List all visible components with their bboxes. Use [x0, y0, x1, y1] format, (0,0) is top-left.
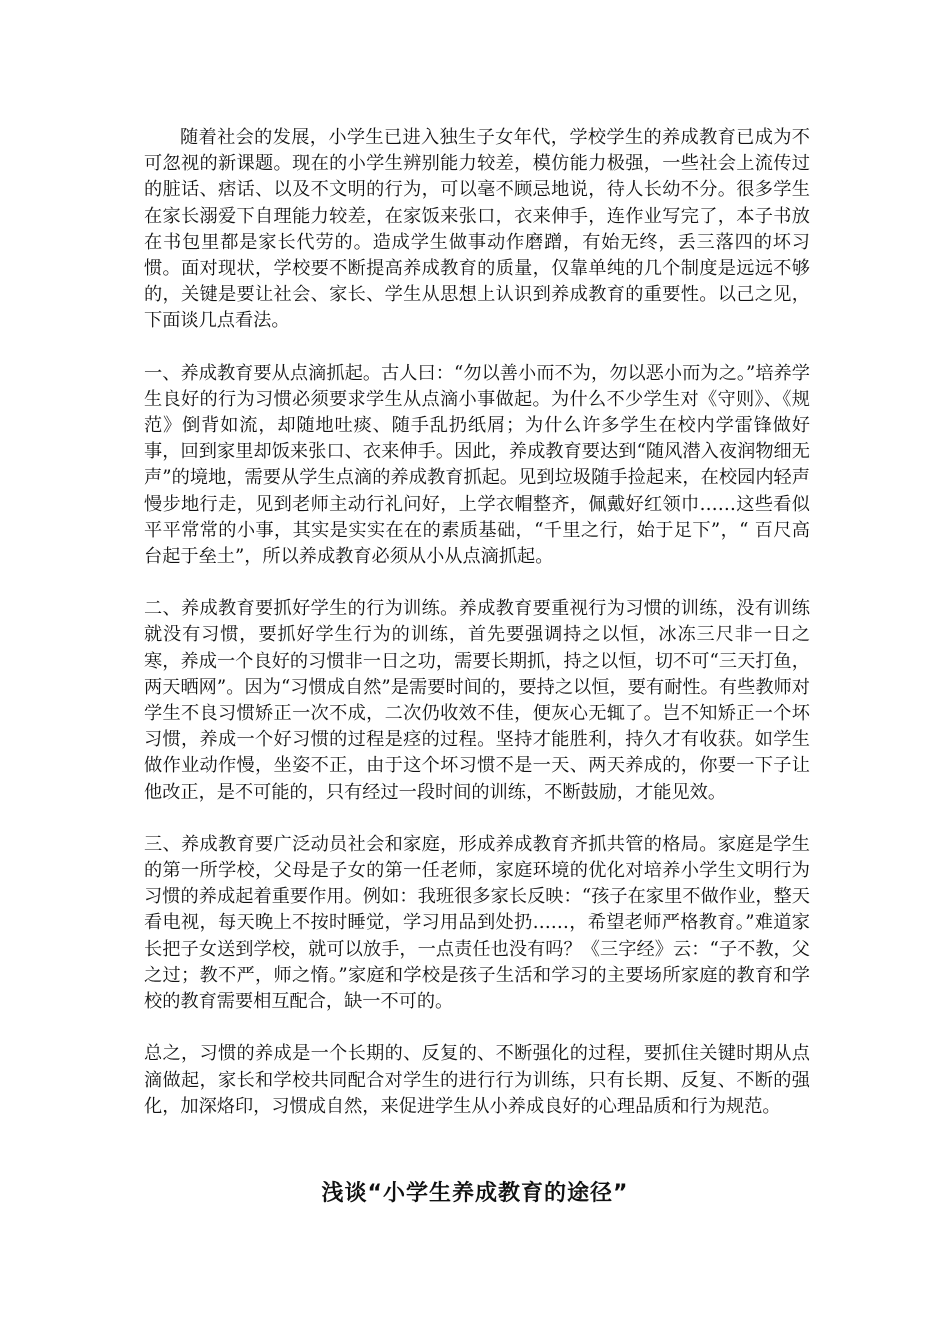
- article-body: [144, 125, 810, 1120]
- paragraph-spacer: [144, 1015, 810, 1041]
- paragraph-spacer: [144, 335, 810, 361]
- paragraph-spacer: [144, 806, 810, 832]
- section-three-paragraph: 三、养成教育要广泛动员社会和家庭，形成养成教育齐抓共管的格局。家庭是学生的第一所学校，父母是子女的第一任老师，家庭环境的优化对培养小学生文明行为习惯的养成起着重要作用。例如：我班很多家长反映：“孩子在家里不做作业，整天看电视，每天晚上不按时睡觉，学习用品到处扔……，希望老师严格教育。”难道家长把子女送到学校，就可以放手，一点责任也没有吗？《三字经》云：“子不教，父之过；教不严，师之惰。”家庭和学校是孩子生活和学习的主要场所家庭的教育和学校的教育需要相互配合，缺一不可的。: [144, 833, 810, 1013]
- paragraph-spacer: [144, 570, 810, 596]
- conclusion-paragraph: 总之，习惯的养成是一个长期的、反复的、不断强化的过程，要抓住关键时期从点滴做起，家长和学校共同配合对学生的进行行为训练，只有长期、反复、不断的强化，加深烙印，习惯成自然，来促进学生从小养成良好的心理品质和行为规范。: [144, 1043, 810, 1117]
- intro-paragraph: 随着社会的发展，小学生已进入独生子女年代，学校学生的养成教育已成为不可忽视的新课题。现在的小学生辨别能力较差，模仿能力极强，一些社会上流传过的脏话、痞话、以及不文明的行为，可以毫不顾忌地说，待人长幼不分。很多学生在家长溺爱下自理能力较差，在家饭来张口，衣来伸手，连作业写完了，本子书放在书包里都是家长代劳的。造成学生做事动作磨蹭，有始无终，丢三落四的坏习惯。面对现状，学校要不断提高养成教育的质量，仅靠单纯的几个制度是远远不够的，关键是要让社会、家长、学生从思想上认识到养成教育的重要性。以己之见，下面谈几点看法。: [144, 127, 810, 332]
- next-article-title: 浅谈“小学生养成教育的途径”: [321, 1181, 629, 1206]
- section-two-paragraph: 二、养成教育要抓好学生的行为训练。养成教育要重视行为习惯的训练，没有训练就没有习惯，要抓好学生行为的训练，首先要强调持之以恒，冰冻三尺非一日之寒，养成一个良好的习惯非一日之功，需要长期抓，持之以恒，切不可“三天打鱼，两天晒网”。因为“习惯成自然”是需要时间的，要持之以恒，要有耐性。有些教师对学生不良习惯矫正一次不成，二次仍收效不佳，便灰心无辄了。岂不知矫正一个坏习惯，养成一个好习惯的过程是痉的过程。坚持才能胜利，持久才有收获。如学生做作业动作慢，坐姿不正，由于这个坏习惯不是一天、两天养成的，你要一下子让他改正，是不可能的，只有经过一段时间的训练，不断鼓励，才能见效。: [144, 598, 810, 803]
- section-one-paragraph: 一、养成教育要从点滴抓起。古人曰：“勿以善小而不为，勿以恶小而为之。”培养学生良好的行为习惯必须要求学生从点滴小事做起。为什么不少学生对《守则》、《规范》倒背如流，却随地吐痰、随手乱扔纸屑；为什么许多学生在校内学雷锋做好事，回到家里却饭来张口、衣来伸手。因此，养成教育要达到“随风潜入夜润物细无声”的境地，需要从学生点滴的养成教育抓起。见到垃圾随手捡起来，在校园内轻声慢步地行走，见到老师主动行礼问好，上学衣帽整齐，佩戴好红领巾……这些看似平平常常的小事，其实是实实在在的素质基础，“千里之行，始于足下”，“ 百尺高台起于垒土”，所以养成教育必须从小从点滴抓起。: [144, 362, 810, 568]
